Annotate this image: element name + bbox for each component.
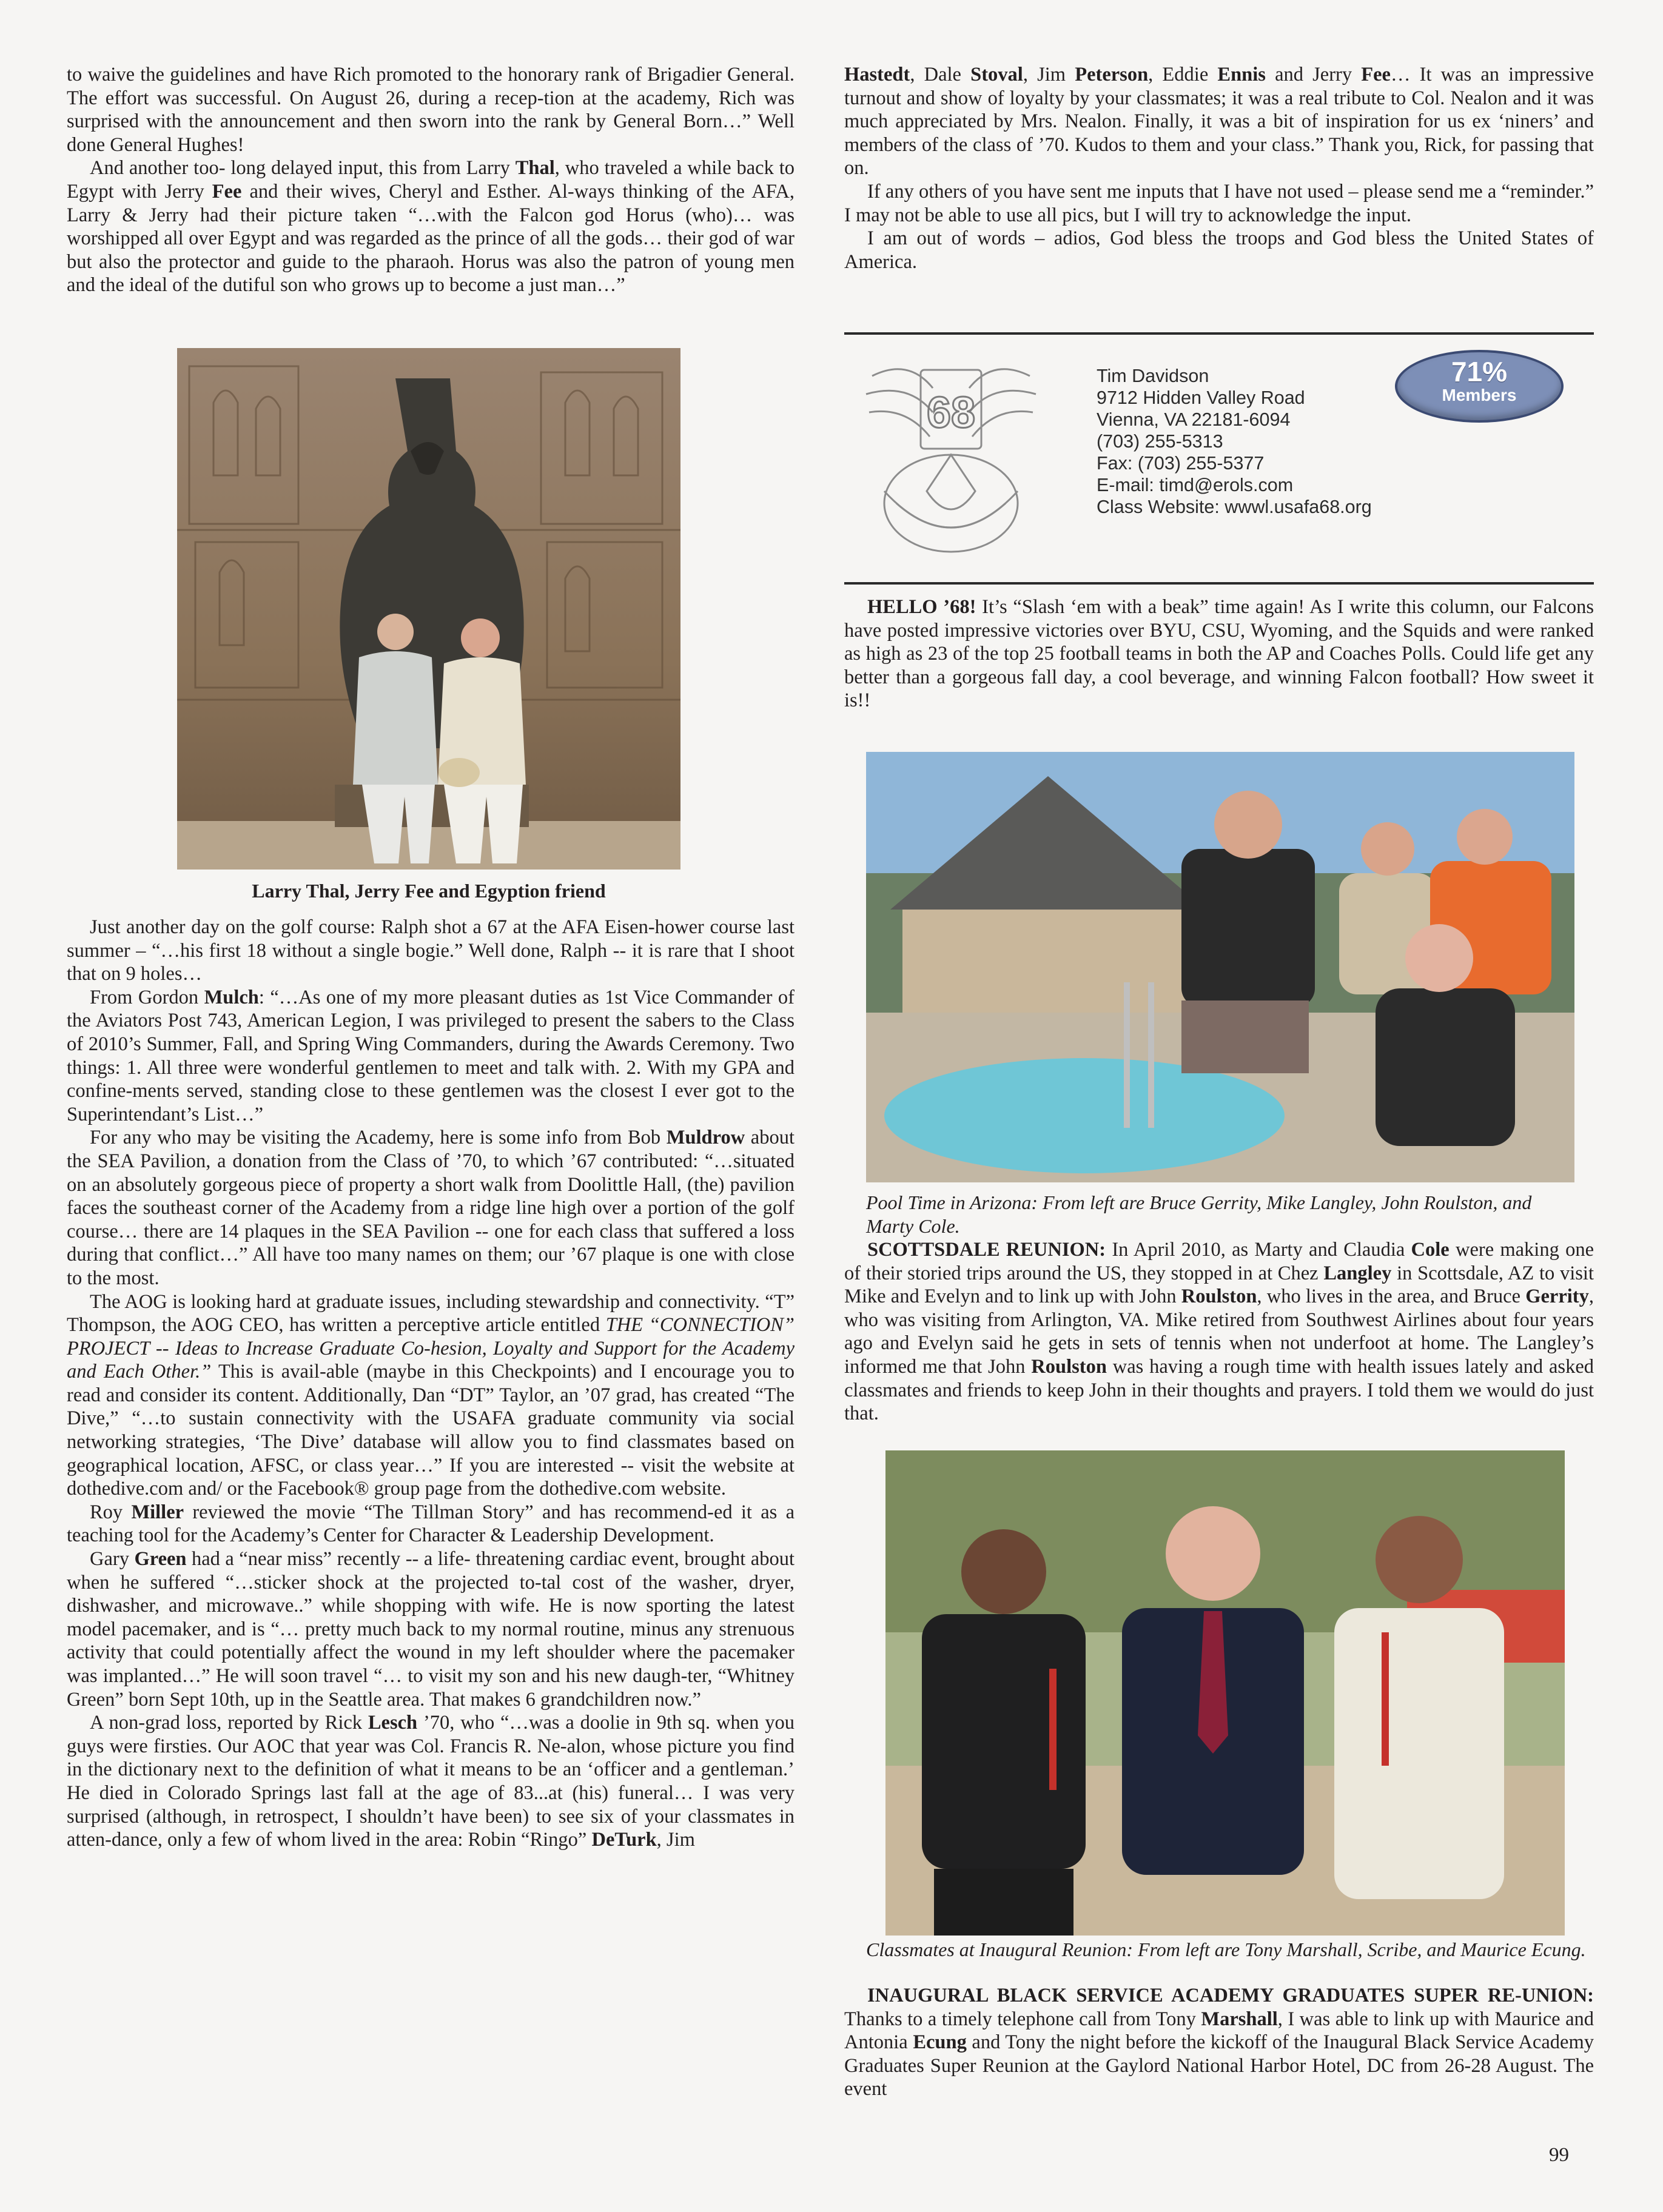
photo-inaugural-reunion	[885, 1450, 1565, 1936]
left-column	[67, 63, 795, 297]
contact-city: Vienna, VA 22181-6094	[1097, 409, 1291, 430]
membership-label: Members	[1442, 386, 1517, 404]
contact-top-rule	[844, 332, 1594, 335]
photo-pool-time	[866, 752, 1574, 1182]
photo-horus-statue	[177, 348, 680, 870]
page-number: 99	[1549, 2144, 1569, 2166]
caption-reunion-photo: Classmates at Inaugural Reunion: From left are Tony Marshall, Scribe, and Maurice Ecung.	[866, 1939, 1586, 1960]
horus-photo-illustration	[177, 348, 680, 870]
paragraph-egypt-trip: And another too- long delayed input, this from Larry Thal, who traveled a while back to Egypt with Jerry Fee and their wives, Cheryl and Esther. Al-ways thinking of the AFA, Larry & Jerry had their picture taken “…with the Falcon god Horus (who)… was worshipped all over Egypt and was regarded as the prince of all the gods… their god of war but also the protector and guide to the pharaoh. Horus was also the patron of young men and the ideal of the dutiful son who grows up to become a just man…”	[67, 157, 795, 297]
contact-fax: Fax: (703) 255-5377	[1097, 453, 1265, 474]
paragraph-green: Gary Green had a “near miss” recently -- a life- threatening cardiac event, brought about when he suffered “…sticker shock at the projected to-tal cost of the washer, dryer, dishwasher, and microwave..” while shopping with wife. He is now sporting the latest model pacemaker, and is “… pretty much back to my normal routine, minus any strenuous activity that could potentially affect the wound in my left shoulder where the pacemaker was implanted…” He will soon travel “… to visit my son and his new daugh-ter, “Whitney Green” born Sept 10th, up in the Seattle area. That makes 6 grandchildren now.”	[67, 1548, 795, 1711]
membership-percent: 71%	[1451, 356, 1508, 387]
right-column	[844, 63, 1594, 273]
pool-photo-illustration	[866, 752, 1574, 1182]
class-crest-logo	[860, 352, 1042, 564]
paragraph-classmates-attendance: Hastedt, Dale Stoval, Jim Peterson, Eddie Ennis and Jerry Fee… It was an impressive turnout and show of loyalty by your classmates; it was a real tribute to Col. Nealon and it was much appreciated by Mrs. Nealon. Finally, it was a bit of inspiration for us ex ‘niners’ and members of the class of ’70. Kudos to them and your class.” Thank you, Rick, for passing that on.	[844, 64, 1594, 179]
caption-horus-photo: Larry Thal, Jerry Fee and Egyption friend	[252, 880, 606, 902]
crest-number: 68	[926, 389, 976, 437]
paragraph-aog: The AOG is looking hard at graduate issues, including stewardship and connectivity. “T” Thompson, the AOG CEO, has written a perceptive article entitled THE “CONNECTION” PROJECT -- Ideas to Increase Graduate Co-hesion, Loyalty and Support for the Academy and Each Other.” This is avail-able (maybe in this Checkpoints) and I encourage you to read and consider its content. Additionally, Dan “DT” Taylor, an ’07 grad, has created “The Dive,” “…to sustain connectivity with the USAFA graduate community via social networking strategies, ‘The Dive’ database will allow you to find classmates based on geographical location, AFSC, or class year…” If you are interested -- visit the website at dothedive.com and/ or the Facebook® group page from the dothedive.com website.	[67, 1290, 795, 1500]
paragraph-golf: Just another day on the golf course: Ralph shot a 67 at the AFA Eisen-hower course last summer – “…his first 18 without a single bogie.” Well done, Ralph -- it is rare that I shoot that on 9 holes…	[67, 916, 795, 985]
paragraph-honorary-general: to waive the guidelines and have Rich promoted to the honorary rank of Brigadier General. The effort was successful. On August 26, during a recep-tion at the academy, Rich was surprised with the announcement and then sworn into the rank by General Born…” Well done General Hughes!	[67, 64, 795, 156]
right-column-hello	[844, 595, 1594, 712]
contact-website[interactable]: Class Website: wwwl.usafa68.org	[1097, 497, 1372, 517]
membership-badge	[1395, 350, 1564, 423]
crest-icon	[860, 352, 1042, 564]
contact-name: Tim Davidson	[1097, 366, 1209, 386]
paragraph-signoff: I am out of words – adios, God bless the troops and God bless the United States of America.	[844, 227, 1594, 273]
paragraph-reminder: If any others of you have sent me inputs that I have not used – please send me a “reminder.” I may not be able to use all pics, but I will try to acknowledge the input.	[844, 180, 1594, 226]
paragraph-scottsdale-reunion: SCOTTSDALE REUNION: In April 2010, as Marty and Claudia Cole were making one of their storied trips around the US, they stopped in at Chez Langley in Scottsdale, AZ to visit Mike and Evelyn and to link up with John Roulston, who lives in the area, and Bruce Gerrity, who was visiting from Arlington, VA. Mike retired from Southwest Airlines about four years ago and Evelyn said he gets in sets of tennis when not underfoot at home. The Langley’s informed me that John Roulston was having a rough time with health issues lately and asked classmates and friends to keep John in their thoughts and prayers. I told them we would do just that.	[844, 1239, 1594, 1425]
contact-street: 9712 Hidden Valley Road	[1097, 387, 1305, 408]
paragraph-miller: Roy Miller reviewed the movie “The Tillman Story” and has recommend-ed it as a teaching tool for the Academy’s Center for Character & Leadership Development.	[67, 1501, 795, 1547]
paragraph-sea-pavilion: For any who may be visiting the Academy, here is some info from Bob Muldrow about the SEA Pavilion, a donation from the Class of ’70, to which ’67 contributed: “…situated on an absolutely gorgeous piece of property a short walk from Doolittle Hall, (the) pavilion faces the southeast corner of the Academy from a ridge line high over a portion of the golf course… there are 14 plaques in the SEA Pavilion -- one for each class that suffered a loss during that conflict…” All have too many names on them; our ’67 plaque is one with close to the most.	[67, 1127, 795, 1289]
contact-phone: (703) 255-5313	[1097, 431, 1223, 452]
paragraph-hello-68: HELLO ’68! It’s “Slash ‘em with a beak” time again! As I write this column, our Falcons have posted impressive victories over BYU, CSU, Wyoming, and the Squids and were ranked as high as 23 of the top 25 football teams in both the AP and Coaches Polls. Could life get any better than a gorgeous fall day, a cool beverage, and winning Falcon football? How sweet it is!!	[844, 596, 1594, 712]
paragraph-mulch: From Gordon Mulch: “…As one of my more pleasant duties as 1st Vice Commander of the Aviators Post 743, American Legion, I was privileged to present the sabers to the Class of 2010’s Summer, Fall, and Spring Wing Commanders, during the Awards Ceremony. Two things: 1. All three were wonderful gentlemen to meet and talk with. 2. With my GPA and confine-ments served, standing close to these gentlemen was the closest I ever got to the Superintendant’s List…”	[67, 986, 795, 1125]
contact-bottom-rule	[844, 582, 1594, 585]
contact-email[interactable]: E-mail: timd@erols.com	[1097, 475, 1294, 495]
reunion-photo-illustration	[885, 1450, 1565, 1936]
paragraph-lesch: A non-grad loss, reported by Rick Lesch ’70, who “…was a doolie in 9th sq. when you guys were firsties. Our AOC that year was Col. Francis R. Ne-alon, whose picture you find in the dictionary next to the definition of what it means to be an ‘officer and a gentleman.’ He died in Colorado Springs last fall at the age of 83...at (his) funeral… I was very surprised (although, in retrospect, I shouldn’t have been) to see six of your classmates in atten-dance, only a few of whom lived in the area: Robin “Ringo” DeTurk, Jim	[67, 1712, 795, 1851]
left-column-lower	[67, 916, 795, 1852]
paragraph-inaugural-reunion: INAUGURAL BLACK SERVICE ACADEMY GRADUATES SUPER RE-UNION: Thanks to a timely telephone call from Tony Marshall, I was able to link up with Maurice and Antonia Ecung and Tony the night before the kickoff of the Inaugural Black Service Academy Graduates Super Reunion at the Gaylord National Harbor Hotel, DC from 26-28 August. The event	[844, 1985, 1594, 2100]
right-column-inaugural	[844, 1984, 1594, 2101]
contact-block	[1097, 365, 1372, 518]
caption-pool-photo: Pool Time in Arizona: From left are Bruce Gerrity, Mike Langley, John Roulston, and Marty Cole.	[866, 1191, 1532, 1237]
right-column-scottsdale	[844, 1238, 1594, 1426]
